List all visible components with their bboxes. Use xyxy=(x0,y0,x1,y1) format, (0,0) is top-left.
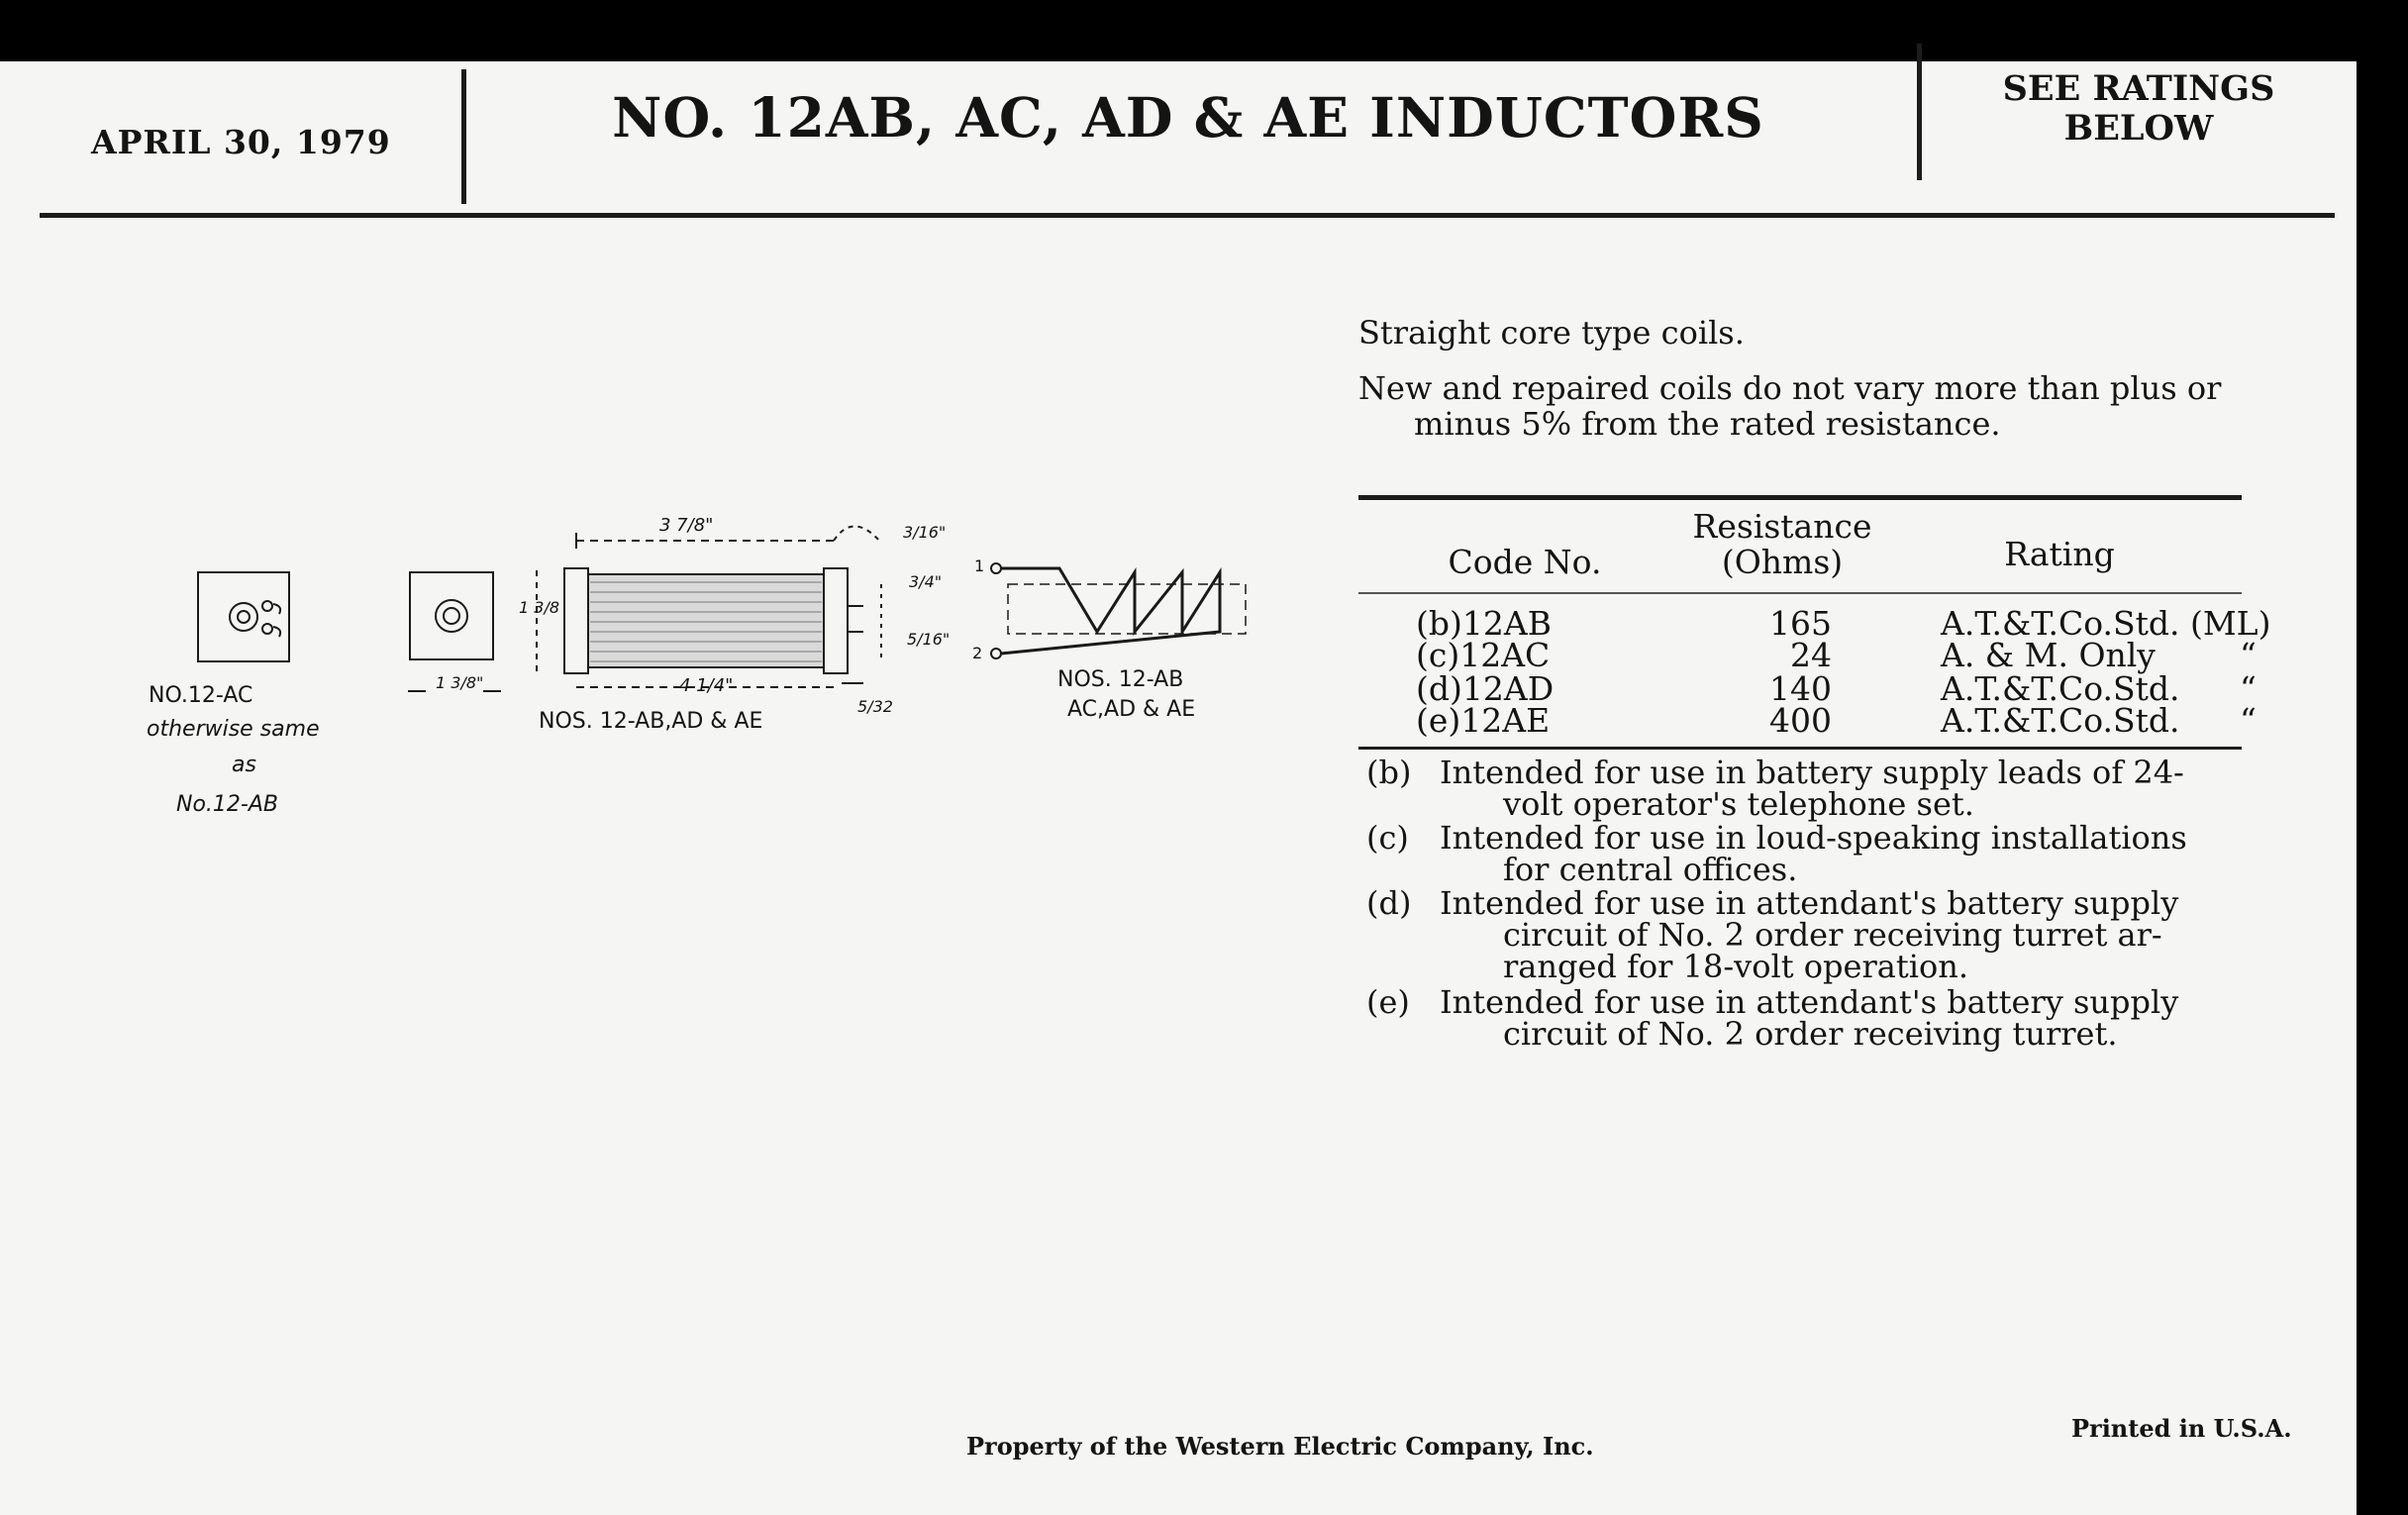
dim-3-4: 3/4" xyxy=(909,572,943,591)
dim-5-16: 5/16" xyxy=(907,630,951,649)
resistance-cell: 165 xyxy=(1769,604,1832,643)
table-row xyxy=(1386,669,2297,708)
caption-ac-2: otherwise same xyxy=(147,717,320,742)
note-line2: circuit of No. 2 order receiving turret ar- xyxy=(1503,916,2162,954)
resistance-cell: 400 xyxy=(1769,701,1832,740)
ditto-mark: “ xyxy=(2240,636,2257,674)
caption-schematic-2: AC,AD & AE xyxy=(1067,697,1196,722)
note-line2: volt operator's telephone set. xyxy=(1503,785,1974,823)
table-header-rule xyxy=(1358,592,2242,594)
intro-line-2a: New and repaired coils do not vary more than plus or xyxy=(1358,369,2222,407)
note-label: (d) xyxy=(1366,884,1412,922)
caption-ac-4: No.12-AB xyxy=(176,792,278,817)
table-bottom-rule xyxy=(1358,747,2242,750)
end-plate-left xyxy=(564,568,588,673)
end-plate-right xyxy=(824,568,848,673)
note-label: (c) xyxy=(1366,819,1409,857)
footer-printed: Printed in U.S.A. xyxy=(2071,1414,2292,1443)
header-date: APRIL 30, 1979 xyxy=(91,123,391,161)
note-label: (b) xyxy=(1366,754,1412,791)
page-title: NO. 12AB, AC, AD & AE INDUCTORS xyxy=(612,85,1764,150)
ab-core-inner xyxy=(444,608,459,624)
ditto-mark: “ xyxy=(2240,669,2257,708)
table-top-rule xyxy=(1358,495,2242,500)
note-line2: for central offices. xyxy=(1503,851,1798,888)
coil-winding xyxy=(588,574,824,667)
caption-ac-3: as xyxy=(232,753,256,777)
ac-terminal-1 xyxy=(262,601,272,611)
coil-schematic xyxy=(991,563,1246,658)
ac-end-frame xyxy=(198,572,289,661)
terminal-label-1: 1 xyxy=(974,556,985,575)
caption-schematic-1: NOS. 12-AB xyxy=(1057,667,1184,692)
dim-body: 4 1/4" xyxy=(679,675,734,696)
code-cell: (b)12AB xyxy=(1416,604,1552,643)
note-line1: Intended for use in loud-speaking installations xyxy=(1440,819,2187,857)
header-resistance xyxy=(1624,509,1941,580)
dim-length: 3 7/8" xyxy=(659,515,714,536)
dim-width: 1 3/8" xyxy=(436,673,484,692)
header-code: Code No. xyxy=(1448,543,1602,581)
header-resistance-line1: Resistance xyxy=(1692,507,1872,546)
dim-3-16: 3/16" xyxy=(903,523,947,542)
note-label: (e) xyxy=(1366,983,1410,1021)
note-line1: Intended for use in battery supply leads of 24- xyxy=(1440,754,2184,791)
rating-cell: A.T.&T.Co.Std. (ML) xyxy=(1941,604,2271,643)
code-cell: (c)12AC xyxy=(1416,636,1551,674)
rating-cell: A. & M. Only xyxy=(1941,636,2156,674)
table-row xyxy=(1386,604,2297,643)
schematic-terminal-2 xyxy=(991,649,1001,658)
code-cell: (e)12AE xyxy=(1416,701,1551,740)
note-line2: circuit of No. 2 order receiving turret. xyxy=(1503,1015,2118,1053)
note-line1: Intended for use in attendant's battery supply xyxy=(1440,983,2179,1021)
header-rule xyxy=(40,213,2335,218)
header-divider-right xyxy=(1917,44,1922,180)
ratings-line-2: BELOW xyxy=(2063,108,2214,149)
header-ratings-note xyxy=(1941,69,2337,149)
table-row xyxy=(1386,701,2297,740)
ac-core-inner xyxy=(238,611,250,623)
ab-end-frame xyxy=(410,572,493,659)
ab-core-circle xyxy=(436,600,467,632)
ratings-line-1: SEE RATINGS xyxy=(2002,68,2275,109)
scan-edge xyxy=(2357,0,2408,1515)
ac-terminal-2 xyxy=(262,624,272,634)
ditto-mark: “ xyxy=(2240,701,2257,740)
rating-cell: A.T.&T.Co.Std. xyxy=(1941,669,2180,708)
ac-core-circle xyxy=(230,603,257,631)
terminal-label-2: 2 xyxy=(972,644,983,662)
intro-line-1: Straight core type coils. xyxy=(1358,314,1745,352)
schematic-core xyxy=(1008,584,1246,634)
footer-property: Property of the Western Electric Company, Inc. xyxy=(966,1432,1594,1461)
rating-cell: A.T.&T.Co.Std. xyxy=(1941,701,2180,740)
inductor-side-view xyxy=(537,526,881,687)
header-rating: Rating xyxy=(2004,535,2115,573)
caption-main: NOS. 12-AB,AD & AE xyxy=(539,709,763,734)
table-row xyxy=(1386,636,2297,674)
schematic-terminal-1 xyxy=(991,563,1001,573)
resistance-cell: 24 xyxy=(1790,636,1832,674)
note-line1: Intended for use in attendant's battery supply xyxy=(1440,884,2179,922)
code-cell: (d)12AD xyxy=(1416,669,1555,708)
ac-end-view xyxy=(198,572,289,661)
header-resistance-line2: (Ohms) xyxy=(1721,543,1844,581)
caption-ac-1: NO.12-AC xyxy=(149,683,253,708)
intro-line-2b: minus 5% from the rated resistance. xyxy=(1414,405,2001,443)
dim-5-32: 5/32 xyxy=(857,697,893,716)
dim-height: 1 3/8 xyxy=(519,598,560,617)
note-line3: ranged for 18-volt operation. xyxy=(1503,948,1968,985)
schematic-winding xyxy=(1001,568,1220,654)
resistance-cell: 140 xyxy=(1769,669,1832,708)
